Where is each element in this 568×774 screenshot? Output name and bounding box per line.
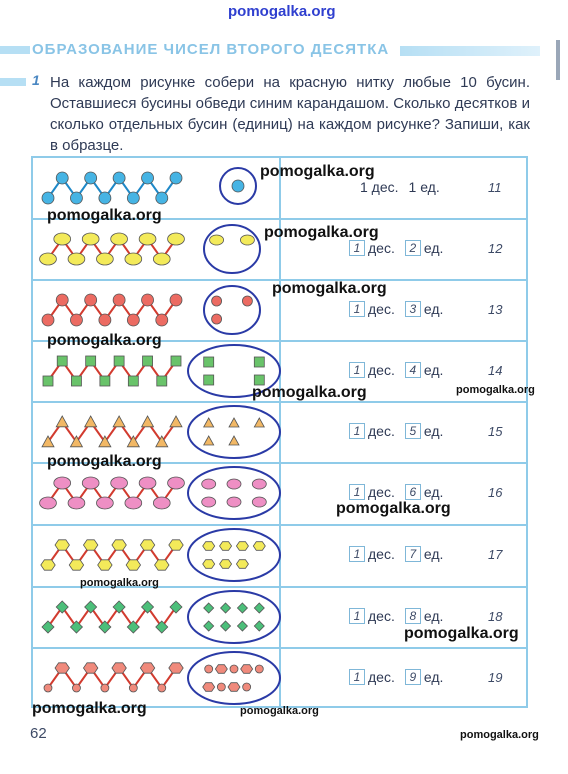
- bead: [255, 665, 263, 673]
- number-14: 14: [488, 363, 503, 378]
- bead: [113, 294, 125, 306]
- bead: [228, 683, 240, 692]
- number-16: 16: [488, 485, 503, 500]
- units-label: ед.: [423, 362, 444, 379]
- bead: [55, 663, 69, 673]
- tens-label: дес.: [368, 240, 395, 257]
- units-box[interactable]: 9: [405, 669, 421, 685]
- bead: [83, 663, 97, 673]
- watermark-top: pomogalka.org: [228, 3, 336, 20]
- bead: [82, 233, 99, 245]
- tens-box[interactable]: 1: [349, 301, 365, 317]
- watermark: pomogalka.org: [47, 332, 162, 349]
- bead: [204, 436, 214, 445]
- bead: [111, 477, 128, 489]
- bead: [153, 497, 170, 509]
- bead: [212, 314, 222, 324]
- bead: [220, 560, 232, 569]
- bead: [227, 497, 241, 507]
- remaining-group-outline: [188, 591, 280, 643]
- bead: [68, 497, 85, 509]
- remaining-group-outline: [204, 286, 260, 334]
- page-number: 62: [30, 725, 47, 742]
- bead: [54, 477, 71, 489]
- bead: [204, 375, 214, 385]
- task-number: 1: [32, 72, 40, 88]
- bead: [169, 540, 183, 550]
- units-box[interactable]: 5: [405, 423, 421, 439]
- tens-box[interactable]: 1: [349, 546, 365, 562]
- bead: [128, 376, 138, 386]
- bead: [99, 314, 111, 326]
- units-box[interactable]: 7: [405, 546, 421, 562]
- bead: [44, 684, 52, 692]
- bead: [202, 497, 216, 507]
- bead: [125, 497, 142, 509]
- bead: [43, 376, 53, 386]
- tens-label: дес.: [368, 484, 395, 501]
- bead: [70, 314, 82, 326]
- bead: [85, 172, 97, 184]
- bead: [205, 665, 213, 673]
- bead: [142, 172, 154, 184]
- bead: [254, 603, 264, 613]
- bead: [55, 540, 69, 550]
- units-label: ед.: [423, 546, 444, 563]
- bead: [56, 294, 68, 306]
- units-box[interactable]: 3: [405, 301, 421, 317]
- watermark: pomogalka.org: [264, 224, 379, 241]
- units-box[interactable]: 6: [405, 484, 421, 500]
- bead: [126, 560, 140, 570]
- bead: [168, 477, 185, 489]
- bead: [254, 418, 264, 427]
- bead: [156, 314, 168, 326]
- units-box[interactable]: 4: [405, 362, 421, 378]
- bead: [139, 233, 156, 245]
- bead: [129, 684, 137, 692]
- watermark: pomogalka.org: [336, 500, 451, 517]
- bead: [240, 235, 254, 245]
- bead: [56, 172, 68, 184]
- bead: [42, 192, 54, 204]
- bead: [72, 684, 80, 692]
- bead: [252, 479, 266, 489]
- tens-label: дес.: [368, 301, 395, 318]
- units-value: 1 ед.: [408, 179, 440, 196]
- bead: [221, 621, 231, 631]
- units-label: ед.: [423, 240, 444, 257]
- remaining-group-outline: [204, 225, 260, 273]
- tens-value: 1 дес.: [360, 179, 399, 196]
- units-label: ед.: [423, 484, 444, 501]
- answer-13: [349, 300, 453, 317]
- watermark: pomogalka.org: [252, 384, 367, 401]
- bead: [230, 665, 238, 673]
- number-17: 17: [488, 547, 503, 562]
- bead: [113, 416, 125, 427]
- bead: [156, 192, 168, 204]
- bead: [215, 665, 227, 674]
- bead: [241, 665, 253, 674]
- units-label: ед.: [423, 608, 444, 625]
- bead: [57, 356, 67, 366]
- bead: [252, 497, 266, 507]
- bead: [112, 663, 126, 673]
- bead: [71, 376, 81, 386]
- bead: [56, 416, 68, 427]
- bead: [217, 683, 225, 691]
- task-text: На каждом рисунке собери на красную нитку любые 10 бусин. Оставшиеся бусины обведи синим карандашом. Сколько десятков и сколько отдельных бусин (единиц) на каждом рисунке? Запиши, как в образце.: [50, 74, 530, 154]
- bead: [204, 621, 214, 631]
- section-title: ОБРАЗОВАНИЕ ЧИСЕЛ ВТОРОГО ДЕСЯТКА: [32, 41, 390, 58]
- bead: [112, 540, 126, 550]
- bead: [127, 192, 139, 204]
- tens-box[interactable]: 1: [349, 362, 365, 378]
- bead: [203, 542, 215, 551]
- bead: [236, 560, 248, 569]
- bead: [243, 683, 251, 691]
- answer-17: [349, 545, 453, 562]
- bead: [168, 233, 185, 245]
- number-13: 13: [488, 302, 503, 317]
- bead: [220, 542, 232, 551]
- bead: [143, 356, 153, 366]
- units-label: ед.: [423, 423, 444, 440]
- bead: [82, 477, 99, 489]
- tens-box[interactable]: 1: [349, 423, 365, 439]
- bead: [170, 294, 182, 306]
- bead: [101, 684, 109, 692]
- units-box[interactable]: 2: [405, 240, 421, 256]
- tens-box[interactable]: 1: [349, 608, 365, 624]
- units-box[interactable]: 8: [405, 608, 421, 624]
- number-19: 19: [488, 670, 503, 685]
- bead: [96, 253, 113, 265]
- watermark: pomogalka.org: [460, 729, 539, 741]
- answer-19: [349, 668, 453, 685]
- bead: [96, 497, 113, 509]
- bead: [42, 314, 54, 326]
- bead: [40, 253, 57, 265]
- bead: [253, 542, 265, 551]
- bead: [157, 376, 167, 386]
- bead: [232, 180, 244, 192]
- watermark: pomogalka.org: [32, 700, 147, 717]
- watermark: pomogalka.org: [456, 384, 535, 396]
- bead: [202, 479, 216, 489]
- units-label: ед.: [423, 669, 444, 686]
- bead: [242, 296, 252, 306]
- answer-14: [349, 361, 453, 378]
- bead: [142, 294, 154, 306]
- bead: [212, 296, 222, 306]
- answer-15: [349, 422, 453, 439]
- bead: [140, 663, 154, 673]
- bead: [204, 357, 214, 367]
- bead: [111, 233, 128, 245]
- bead: [227, 479, 241, 489]
- watermark: pomogalka.org: [260, 163, 375, 180]
- bead: [69, 560, 83, 570]
- bead: [203, 683, 215, 692]
- watermark: pomogalka.org: [47, 453, 162, 470]
- bead: [70, 192, 82, 204]
- tens-label: дес.: [368, 546, 395, 563]
- number-11: 11: [488, 180, 502, 195]
- answer-16: [349, 483, 453, 500]
- bead: [254, 621, 264, 631]
- bead: [40, 497, 57, 509]
- remaining-group-outline: [188, 529, 280, 581]
- watermark: pomogalka.org: [272, 280, 387, 297]
- tens-label: дес.: [368, 362, 395, 379]
- watermark: pomogalka.org: [404, 625, 519, 642]
- bead: [125, 253, 142, 265]
- answer-18: [349, 607, 453, 624]
- watermark: pomogalka.org: [80, 577, 159, 589]
- tens-box[interactable]: 1: [349, 484, 365, 500]
- bead: [229, 418, 239, 427]
- bead: [237, 603, 247, 613]
- thread: [48, 607, 176, 627]
- remaining-group-outline: [188, 652, 280, 704]
- bead: [41, 560, 55, 570]
- bead: [236, 542, 248, 551]
- bead: [85, 294, 97, 306]
- tens-label: дес.: [368, 669, 395, 686]
- bead: [68, 253, 85, 265]
- bead: [204, 418, 214, 427]
- units-label: ед.: [423, 301, 444, 318]
- bead: [85, 416, 97, 427]
- bead: [158, 684, 166, 692]
- tens-label: дес.: [368, 423, 395, 440]
- bead: [229, 436, 239, 445]
- bead: [98, 560, 112, 570]
- bead: [127, 314, 139, 326]
- bead: [169, 663, 183, 673]
- watermark: pomogalka.org: [240, 705, 319, 717]
- bead: [83, 540, 97, 550]
- remaining-group-outline: [188, 467, 280, 519]
- bead: [203, 560, 215, 569]
- tens-box[interactable]: 1: [349, 240, 365, 256]
- bead: [113, 172, 125, 184]
- number-18: 18: [488, 609, 503, 624]
- bead: [54, 233, 71, 245]
- bead: [254, 357, 264, 367]
- bead: [170, 416, 182, 427]
- bead: [142, 416, 154, 427]
- remaining-group-outline: [188, 406, 280, 458]
- bead: [153, 253, 170, 265]
- bead: [100, 376, 110, 386]
- bead: [171, 356, 181, 366]
- bead: [210, 235, 224, 245]
- bead: [114, 356, 124, 366]
- bead: [99, 192, 111, 204]
- bead: [139, 477, 156, 489]
- number-12: 12: [488, 241, 503, 256]
- bead: [204, 603, 214, 613]
- watermark: pomogalka.org: [47, 207, 162, 224]
- tens-box[interactable]: 1: [349, 669, 365, 685]
- bead: [86, 356, 96, 366]
- number-15: 15: [488, 424, 503, 439]
- tens-label: дес.: [368, 608, 395, 625]
- bead: [140, 540, 154, 550]
- bead: [155, 560, 169, 570]
- bead: [170, 172, 182, 184]
- bead: [221, 603, 231, 613]
- bead: [237, 621, 247, 631]
